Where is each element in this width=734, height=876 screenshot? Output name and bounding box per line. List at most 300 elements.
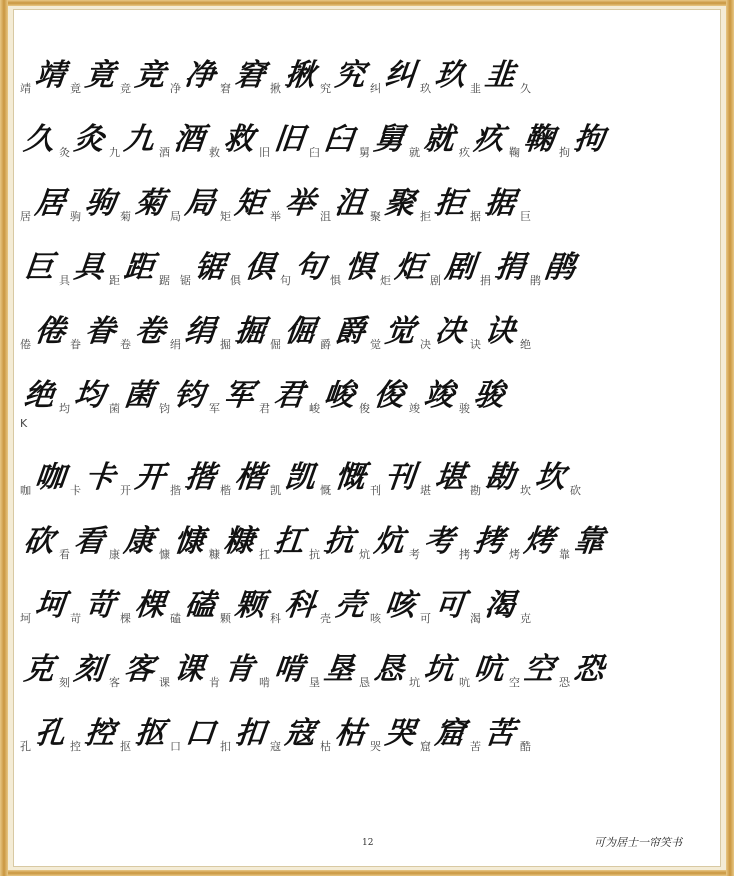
character-pair [559, 650, 603, 690]
printed-character: 剧 [430, 274, 441, 287]
frame-top [0, 0, 734, 6]
character-pair [280, 248, 324, 288]
calligraphy-character: 鹃 [543, 250, 576, 285]
calligraphy-character: 君 [272, 378, 305, 413]
printed-character: 考 [409, 548, 420, 561]
calligraphy-character: 诀 [483, 314, 516, 349]
character-pair [70, 714, 114, 754]
printed-character: 靠 [559, 548, 570, 561]
calligraphy-character: 拷 [472, 524, 505, 559]
printed-character: 糠 [209, 548, 220, 561]
frame-left [0, 0, 8, 876]
character-pair [70, 586, 114, 626]
character-pair [470, 458, 514, 498]
printed-character: 看 [59, 548, 70, 561]
printed-character: 克 [520, 612, 531, 625]
character-pair [209, 650, 253, 690]
calligraphy-character: 肯 [222, 652, 255, 687]
printed-character: 勘 [470, 484, 481, 497]
printed-character: 颗 [220, 612, 231, 625]
character-pair [220, 714, 264, 754]
character-pair [109, 120, 153, 160]
calligraphy-character: 勘 [483, 460, 516, 495]
character-pair [170, 714, 214, 754]
printed-character: 距 [109, 274, 120, 287]
calligraphy-character: 凯 [283, 460, 316, 495]
printed-character: 棵 [120, 612, 131, 625]
calligraphy-character: 具 [72, 250, 105, 285]
character-pair [220, 312, 264, 352]
character-pair [520, 458, 564, 498]
calligraphy-character: 扛 [272, 524, 305, 559]
character-pair [359, 376, 403, 416]
printed-character: 舅 [359, 146, 370, 159]
printed-character: 卡 [70, 484, 81, 497]
calligraphy-character: 咳 [383, 588, 416, 623]
calligraphy-character: 举 [283, 186, 316, 221]
character-pair [520, 612, 535, 626]
calligraphy-character: 菊 [133, 186, 166, 221]
printed-character: 砍 [570, 484, 581, 497]
printed-character: 拷 [459, 548, 470, 561]
calligraphy-character: 灸 [72, 122, 105, 157]
printed-character: 堪 [420, 484, 431, 497]
character-pair [220, 184, 264, 224]
calligraphy-character: 疚 [472, 122, 505, 157]
printed-character: 恐 [559, 676, 570, 689]
character-pair [459, 522, 503, 562]
calligraphy-character: 纠 [383, 58, 416, 93]
calligraphy-character: 沮 [333, 186, 366, 221]
calligraphy-character: 咖 [33, 460, 66, 495]
printed-character: 咳 [370, 612, 381, 625]
printed-character: 俱 [230, 274, 241, 287]
calligraphy-character: 卡 [83, 460, 116, 495]
character-pair [230, 248, 274, 288]
character-pair [320, 312, 364, 352]
character-row [20, 288, 700, 352]
character-pair [270, 184, 314, 224]
character-pair [370, 312, 414, 352]
character-pair [120, 56, 164, 96]
calligraphy-character: 可 [433, 588, 466, 623]
character-pair [170, 458, 214, 498]
printed-character: 倔 [270, 338, 281, 351]
calligraphy-content [20, 32, 700, 754]
calligraphy-character: 菌 [122, 378, 155, 413]
printed-character: 寇 [270, 740, 281, 753]
calligraphy-character: 糠 [222, 524, 255, 559]
calligraphy-character: 开 [133, 460, 166, 495]
calligraphy-character: 救 [222, 122, 255, 157]
character-pair [509, 522, 553, 562]
printed-character: 坷 [20, 612, 31, 625]
character-row [20, 224, 700, 288]
character-pair [309, 120, 353, 160]
calligraphy-character: 骏 [472, 378, 505, 413]
calligraphy-character: 炬 [393, 250, 426, 285]
character-pair [420, 714, 464, 754]
printed-character: 久 [520, 82, 531, 95]
printed-character: 眷 [70, 338, 81, 351]
calligraphy-character: 苦 [483, 716, 516, 751]
calligraphy-character: 窟 [433, 716, 466, 751]
printed-character: 倦 [20, 338, 31, 351]
calligraphy-character: 揪 [283, 58, 316, 93]
character-row [20, 32, 700, 96]
calligraphy-character: 距 [122, 250, 155, 285]
printed-character: 吭 [459, 676, 470, 689]
printed-character: 净 [170, 82, 181, 95]
frame-right [726, 0, 734, 876]
calligraphy-character: 军 [222, 378, 255, 413]
printed-character: 揩 [170, 484, 181, 497]
calligraphy-character: 客 [122, 652, 155, 687]
calligraphy-character: 韭 [483, 58, 516, 93]
calligraphy-character: 竣 [422, 378, 455, 413]
character-pair [370, 56, 414, 96]
character-pair [109, 650, 153, 690]
calligraphy-character: 刻 [72, 652, 105, 687]
printed-character: 句 [280, 274, 291, 287]
character-pair [270, 458, 314, 498]
character-pair [359, 120, 403, 160]
character-row [20, 96, 700, 160]
calligraphy-character: 峻 [322, 378, 355, 413]
calligraphy-character: 矩 [233, 186, 266, 221]
character-pair [459, 376, 503, 416]
character-pair [359, 650, 403, 690]
character-row [20, 690, 700, 754]
character-pair [220, 458, 264, 498]
character-pair [320, 56, 364, 96]
calligraphy-character: 就 [422, 122, 455, 157]
character-pair [520, 210, 535, 224]
printed-character: 孔 [20, 740, 31, 753]
printed-character: 君 [259, 402, 270, 415]
printed-character: 康 [109, 548, 120, 561]
character-pair [509, 120, 553, 160]
printed-character: 烤 [509, 548, 520, 561]
calligraphy-character: 康 [122, 524, 155, 559]
character-pair [409, 376, 453, 416]
calligraphy-character: 棵 [133, 588, 166, 623]
printed-character: 钧 [159, 402, 170, 415]
character-pair [120, 184, 164, 224]
character-pair [209, 120, 253, 160]
printed-character: 军 [209, 402, 220, 415]
character-row [20, 626, 700, 690]
character-pair [270, 714, 314, 754]
calligraphy-character: 吭 [472, 652, 505, 687]
character-pair [480, 248, 524, 288]
character-pair [20, 312, 64, 352]
character-pair [520, 338, 535, 352]
printed-character: 坑 [409, 676, 420, 689]
character-pair [109, 376, 153, 416]
printed-character: 苛 [70, 612, 81, 625]
character-pair [70, 184, 114, 224]
calligraphy-character: 决 [433, 314, 466, 349]
character-pair [20, 376, 53, 416]
printed-character: 抗 [309, 548, 320, 561]
character-pair [59, 522, 103, 562]
character-pair [520, 82, 535, 96]
calligraphy-character: 均 [72, 378, 105, 413]
printed-character: 爵 [320, 338, 331, 351]
printed-character: 菌 [109, 402, 120, 415]
character-pair [170, 312, 214, 352]
calligraphy-character: 觉 [383, 314, 416, 349]
calligraphy-character: 坎 [533, 460, 566, 495]
printed-character: 巨 [520, 210, 531, 223]
character-row [20, 352, 700, 416]
calligraphy-character: 据 [483, 186, 516, 221]
character-pair [320, 714, 364, 754]
character-pair [270, 56, 314, 96]
printed-character: 就 [409, 146, 420, 159]
printed-character: 渴 [470, 612, 481, 625]
printed-character: 抠 [120, 740, 131, 753]
calligraphy-character: 究 [333, 58, 366, 93]
printed-character: 菊 [120, 210, 131, 223]
printed-character: 锯 [180, 274, 191, 287]
calligraphy-character: 巨 [22, 250, 55, 285]
calligraphy-character: 拒 [433, 186, 466, 221]
printed-character: 聚 [370, 210, 381, 223]
character-pair [70, 56, 114, 96]
section-letter-row [20, 416, 700, 430]
character-pair [159, 376, 203, 416]
character-pair [120, 714, 164, 754]
character-pair [509, 650, 553, 690]
character-pair [20, 586, 64, 626]
calligraphy-character: 楷 [233, 460, 266, 495]
printed-character: 均 [59, 402, 70, 415]
printed-character: 绝 [520, 338, 531, 351]
character-pair [270, 312, 314, 352]
character-pair [320, 458, 364, 498]
character-pair [359, 522, 403, 562]
character-pair [259, 120, 303, 160]
printed-character: 磕 [170, 612, 181, 625]
printed-character: 楷 [220, 484, 231, 497]
character-pair [70, 312, 114, 352]
calligraphy-character: 烤 [522, 524, 555, 559]
printed-character: 垦 [309, 676, 320, 689]
calligraphy-character: 旧 [272, 122, 305, 157]
character-pair [370, 586, 414, 626]
printed-character: 开 [120, 484, 131, 497]
printed-character: 炕 [359, 548, 370, 561]
printed-character: 究 [320, 82, 331, 95]
character-pair [109, 248, 153, 288]
character-pair [159, 522, 203, 562]
calligraphy-character: 局 [183, 186, 216, 221]
printed-character: 坎 [520, 484, 531, 497]
character-pair [530, 248, 574, 288]
calligraphy-character: 钧 [172, 378, 205, 413]
calligraphy-character: 恐 [572, 652, 605, 687]
printed-character: 揪 [270, 82, 281, 95]
character-pair [309, 522, 353, 562]
calligraphy-character: 驹 [83, 186, 116, 221]
printed-character: 竟 [70, 82, 81, 95]
printed-character: 窟 [420, 740, 431, 753]
calligraphy-character: 扣 [233, 716, 266, 751]
calligraphy-character: 惧 [343, 250, 376, 285]
calligraphy-character: 炕 [372, 524, 405, 559]
calligraphy-character: 净 [183, 58, 216, 93]
printed-character: 空 [509, 676, 520, 689]
calligraphy-character: 渴 [483, 588, 516, 623]
character-pair [59, 248, 103, 288]
printed-character: 控 [70, 740, 81, 753]
character-pair [159, 120, 203, 160]
printed-character: 慷 [159, 548, 170, 561]
printed-character: 凯 [270, 484, 281, 497]
calligraphy-character: 聚 [383, 186, 416, 221]
calligraphy-character: 科 [283, 588, 316, 623]
calligraphy-character: 磕 [183, 588, 216, 623]
printed-character: 可 [420, 612, 431, 625]
character-pair [20, 248, 53, 288]
character-pair [380, 248, 424, 288]
character-pair [220, 56, 264, 96]
character-pair [409, 650, 453, 690]
printed-character: 峻 [309, 402, 320, 415]
character-pair [470, 714, 514, 754]
printed-character: 骏 [459, 402, 470, 415]
character-pair [109, 522, 153, 562]
printed-character: 局 [170, 210, 181, 223]
printed-character: 酒 [159, 146, 170, 159]
frame-bottom [0, 870, 734, 876]
printed-character: 壳 [320, 612, 331, 625]
calligraphy-character: 哭 [383, 716, 416, 751]
character-pair [20, 650, 53, 690]
printed-character: 慨 [320, 484, 331, 497]
calligraphy-character: 堪 [433, 460, 466, 495]
character-pair [420, 184, 464, 224]
calligraphy-character: 口 [183, 716, 216, 751]
calligraphy-character: 倔 [283, 314, 316, 349]
character-pair [20, 120, 53, 160]
character-pair [59, 650, 103, 690]
character-row [20, 160, 700, 224]
character-pair [370, 714, 414, 754]
character-pair [470, 586, 514, 626]
calligraphy-character: 空 [522, 652, 555, 687]
calligraphy-character: 考 [422, 524, 455, 559]
character-pair [59, 376, 103, 416]
calligraphy-character: 眷 [83, 314, 116, 349]
character-pair [420, 586, 464, 626]
printed-character: 踞 [159, 274, 170, 287]
calligraphy-character: 倦 [33, 314, 66, 349]
character-pair [209, 522, 253, 562]
calligraphy-character: 苛 [83, 588, 116, 623]
character-pair [20, 458, 64, 498]
character-pair [470, 184, 514, 224]
character-pair [470, 56, 514, 96]
printed-character: 九 [109, 146, 120, 159]
character-pair [559, 522, 603, 562]
character-pair [180, 248, 224, 288]
calligraphy-character: 啃 [272, 652, 305, 687]
printed-character: 拘 [559, 146, 570, 159]
printed-character: 纠 [370, 82, 381, 95]
character-pair [59, 120, 103, 160]
printed-character: 疚 [459, 146, 470, 159]
character-pair [409, 120, 453, 160]
character-pair [209, 376, 253, 416]
calligraphy-character: 鞠 [522, 122, 555, 157]
printed-character: 枯 [320, 740, 331, 753]
printed-character: 窘 [220, 82, 231, 95]
character-pair [170, 56, 214, 96]
printed-character: 鹃 [530, 274, 541, 287]
calligraphy-character: 靖 [33, 58, 66, 93]
character-pair [170, 586, 214, 626]
printed-character: 咖 [20, 484, 31, 497]
character-pair [420, 312, 464, 352]
character-pair [520, 740, 535, 754]
printed-character: 竞 [120, 82, 131, 95]
character-pair [259, 650, 303, 690]
printed-character: 掘 [220, 338, 231, 351]
printed-character: 觉 [370, 338, 381, 351]
calligraphy-character: 寇 [283, 716, 316, 751]
character-pair [20, 56, 64, 96]
printed-character: 臼 [309, 146, 320, 159]
calligraphy-character: 玖 [433, 58, 466, 93]
calligraphy-character: 舅 [372, 122, 405, 157]
printed-character: 鞠 [509, 146, 520, 159]
calligraphy-character: 控 [83, 716, 116, 751]
printed-character: 刻 [59, 676, 70, 689]
character-pair [20, 522, 53, 562]
calligraphy-character: 枯 [333, 716, 366, 751]
calligraphy-character: 绝 [22, 378, 55, 413]
character-pair [20, 714, 64, 754]
printed-character: 靖 [20, 82, 31, 95]
calligraphy-character: 绢 [183, 314, 216, 349]
printed-character: 哭 [370, 740, 381, 753]
printed-character: 旧 [259, 146, 270, 159]
calligraphy-character: 臼 [322, 122, 355, 157]
calligraphy-character: 看 [72, 524, 105, 559]
printed-character: 炬 [380, 274, 391, 287]
character-pair [559, 120, 603, 160]
calligraphy-character: 竟 [83, 58, 116, 93]
character-pair [420, 458, 464, 498]
character-pair [409, 522, 453, 562]
printed-character: 举 [270, 210, 281, 223]
section-letter: K [20, 417, 28, 430]
printed-character: 酷 [520, 740, 531, 753]
calligraphy-character: 抗 [322, 524, 355, 559]
character-pair [459, 120, 503, 160]
calligraphy-character: 慨 [333, 460, 366, 495]
calligraphy-character: 卷 [133, 314, 166, 349]
calligraphy-character: 靠 [572, 524, 605, 559]
character-pair [420, 56, 464, 96]
printed-character: 捐 [480, 274, 491, 287]
printed-character: 扛 [259, 548, 270, 561]
character-pair [459, 650, 503, 690]
calligraphy-character: 恳 [372, 652, 405, 687]
